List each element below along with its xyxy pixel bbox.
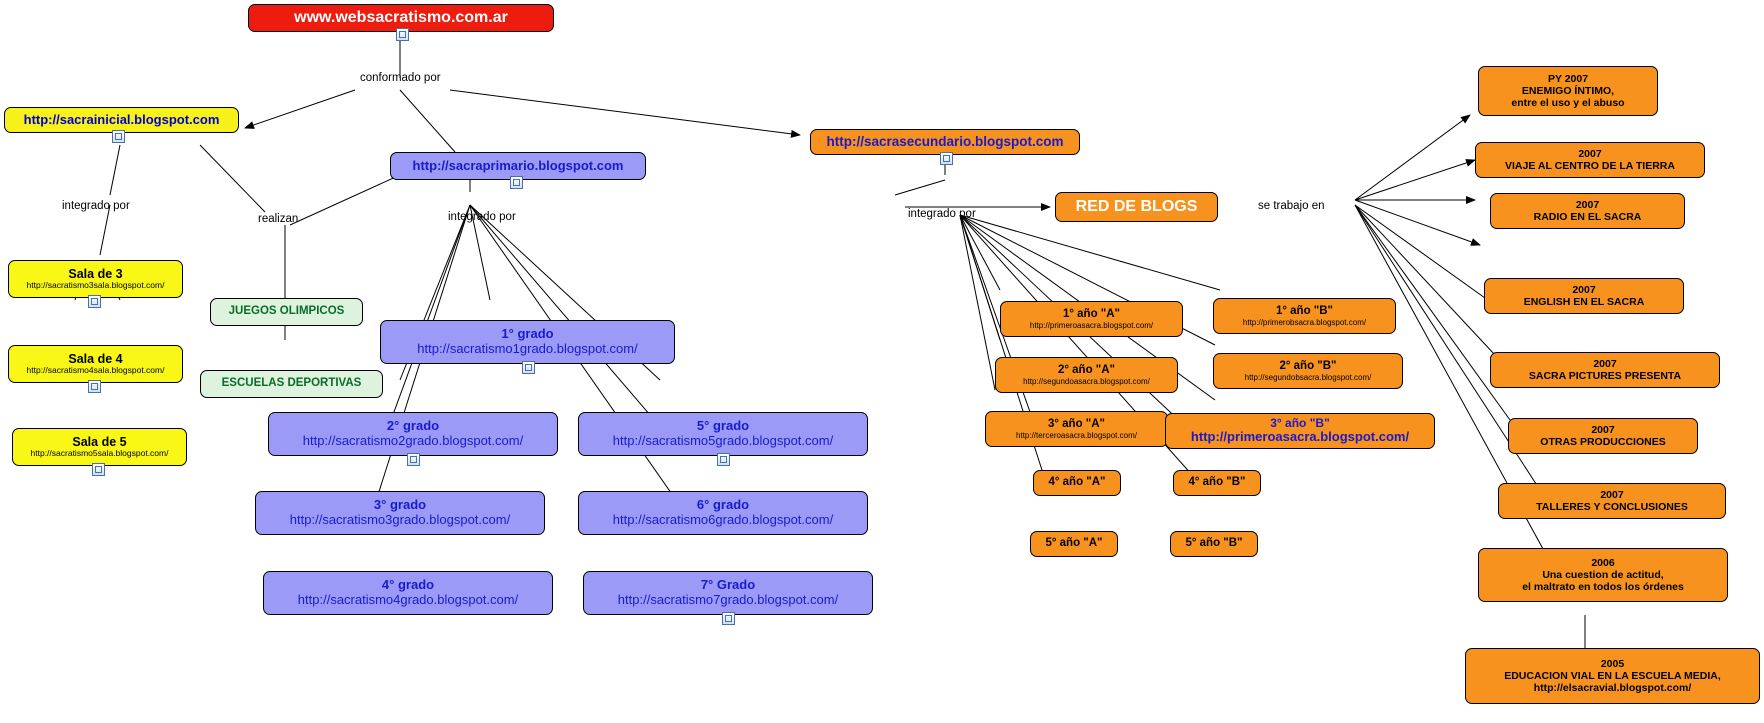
node-anio-4b-title: 4° año "B" <box>1188 476 1246 489</box>
node-grado-7[interactable] <box>583 571 873 615</box>
node-icon[interactable] <box>396 28 409 41</box>
label-se-trabajo-en: se trabajo en <box>1258 200 1325 212</box>
node-proyecto-2007-enemigo-intimo[interactable] <box>1478 66 1658 116</box>
label-integrado-por-secundario: integrado por <box>908 208 976 220</box>
node-proyecto-line2: Una cuestion de actitud, <box>1542 568 1664 581</box>
node-grado-5-url: http://sacratismo5grado.blogspot.com/ <box>612 433 834 448</box>
node-anio-5b[interactable] <box>1170 531 1258 557</box>
node-sala-5-url: http://sacratismo5sala.blogspot.com/ <box>30 448 169 459</box>
node-grado-6-url: http://sacratismo6grado.blogspot.com/ <box>612 512 834 527</box>
node-proyecto-line2: SACRA PICTURES PRESENTA <box>1528 370 1682 382</box>
node-proyecto-otras-producciones[interactable] <box>1508 418 1698 454</box>
node-proyecto-line1: 2006 <box>1591 556 1615 569</box>
node-anio-3b-url: http://primeroasacra.blogspot.com/ <box>1190 429 1410 445</box>
node-icon[interactable] <box>112 130 125 143</box>
node-grado-6[interactable] <box>578 491 868 535</box>
node-sala-4-title: Sala de 4 <box>68 351 123 366</box>
node-proyecto-2005-educacion-vial[interactable] <box>1465 648 1760 704</box>
node-icon[interactable] <box>940 152 953 165</box>
node-sala-4-url: http://sacratismo4sala.blogspot.com/ <box>26 365 165 376</box>
node-sala-4[interactable] <box>8 345 183 383</box>
node-grado-4[interactable] <box>263 571 553 615</box>
node-proyecto-line2: ENGLISH EN EL SACRA <box>1523 296 1645 308</box>
node-icon[interactable] <box>510 176 523 189</box>
node-icon[interactable] <box>717 453 730 466</box>
node-juegos-olimpicos-label: JUEGOS OLIMPICOS <box>228 305 345 318</box>
node-escuelas-deportivas-label: ESCUELAS DEPORTIVAS <box>221 377 362 390</box>
node-grado-5-title: 5° grado <box>696 418 750 434</box>
node-sala-3-title: Sala de 3 <box>68 266 123 281</box>
node-proyecto-english-sacra[interactable] <box>1484 278 1684 314</box>
node-anio-1b-url: http://primerobsacra.blogspot.com/ <box>1242 318 1367 328</box>
label-integrado-por-primario: integrado por <box>448 211 516 223</box>
node-anio-4b[interactable] <box>1173 470 1261 496</box>
node-proyecto-talleres-conclusiones[interactable] <box>1498 483 1726 519</box>
node-red-de-blogs[interactable] <box>1055 192 1218 222</box>
node-anio-3a[interactable] <box>985 411 1168 447</box>
node-proyecto-line2: EDUCACION VIAL EN LA ESCUELA MEDIA, <box>1504 669 1721 682</box>
node-grado-2-url: http://sacratismo2grado.blogspot.com/ <box>302 433 524 448</box>
node-grado-7-url: http://sacratismo7grado.blogspot.com/ <box>617 592 839 607</box>
node-anio-2b[interactable] <box>1213 353 1403 389</box>
node-icon[interactable] <box>88 380 101 393</box>
node-proyecto-line1: 2005 <box>1600 657 1625 670</box>
node-grado-3-url: http://sacratismo3grado.blogspot.com/ <box>289 512 511 527</box>
node-proyecto-line1: PY 2007 <box>1547 72 1589 85</box>
label-conformado-por: conformado por <box>360 72 441 84</box>
node-grado-3-title: 3° grado <box>373 497 427 513</box>
node-proyecto-line1: 2007 <box>1578 147 1602 160</box>
node-proyecto-sacra-pictures[interactable] <box>1490 352 1720 388</box>
node-root-label: www.websacratismo.com.ar <box>294 8 508 26</box>
node-proyecto-line2: VIAJE AL CENTRO DE LA TIERRA <box>1505 160 1675 172</box>
node-proyecto-line2: ENEMIGO ÍNTIMO, <box>1521 84 1615 97</box>
node-icon[interactable] <box>722 612 735 625</box>
node-anio-1a-url: http://primeroasacra.blogspot.com/ <box>1029 321 1154 331</box>
node-anio-5a-title: 5° año "A" <box>1045 537 1103 550</box>
node-escuelas-deportivas[interactable] <box>200 370 383 398</box>
node-proyecto-line1: 2007 <box>1591 423 1615 436</box>
node-grado-7-title: 7° Grado <box>700 577 756 593</box>
node-icon[interactable] <box>522 361 535 374</box>
node-proyecto-line3: el maltrato en todos los órdenes <box>1522 581 1684 594</box>
node-proyecto-line1: 2007 <box>1575 198 1600 211</box>
node-red-de-blogs-label: RED DE BLOGS <box>1075 197 1198 215</box>
node-anio-3a-title: 3° año "A" <box>1047 417 1106 430</box>
node-icon[interactable] <box>407 453 420 466</box>
node-grado-6-title: 6° grado <box>696 497 750 513</box>
node-proyecto-viaje-centro-tierra[interactable] <box>1475 142 1705 178</box>
node-grado-1-url: http://sacratismo1grado.blogspot.com/ <box>417 341 638 356</box>
node-proyecto-line3: http://elsacravial.blogspot.com/ <box>1533 682 1692 695</box>
node-grado-2[interactable] <box>268 412 558 456</box>
node-proyecto-line2: RADIO EN EL SACRA <box>1533 211 1642 223</box>
node-anio-4a[interactable] <box>1033 470 1121 496</box>
label-realizan: realizan <box>258 213 299 225</box>
node-grado-3[interactable] <box>255 491 545 535</box>
node-anio-3b-title: 3° año "B" <box>1270 415 1330 430</box>
node-grado-4-url: http://sacratismo4grado.blogspot.com/ <box>297 592 519 607</box>
node-proyecto-2006-cuestion-actitud[interactable] <box>1478 548 1728 602</box>
node-anio-2a-title: 2° año "A" <box>1057 363 1116 376</box>
node-sacrainicial-label: http://sacrainicial.blogspot.com <box>23 111 220 127</box>
node-anio-1a-title: 1° año "A" <box>1062 307 1121 320</box>
node-proyecto-line3: entre el uso y el abuso <box>1511 97 1625 110</box>
node-sacrasecundario-label: http://sacrasecundario.blogspot.com <box>826 134 1064 150</box>
node-juegos-olimpicos[interactable] <box>210 298 363 326</box>
node-grado-1[interactable] <box>380 320 675 364</box>
node-anio-4a-title: 4° año "A" <box>1048 476 1106 489</box>
node-anio-2b-title: 2° año "B" <box>1279 359 1337 372</box>
node-grado-4-title: 4° grado <box>381 577 435 593</box>
node-anio-5b-title: 5° año "B" <box>1185 537 1243 550</box>
node-grado-5[interactable] <box>578 412 868 456</box>
node-icon[interactable] <box>88 295 101 308</box>
node-sala-3[interactable] <box>8 260 183 298</box>
node-proyecto-line1: 2007 <box>1572 283 1596 296</box>
node-sala-5-title: Sala de 5 <box>72 434 127 449</box>
node-proyecto-line2: OTRAS PRODUCCIONES <box>1540 436 1666 448</box>
node-anio-2b-url: http://segundobsacra.blogspot.com/ <box>1244 373 1372 383</box>
node-proyecto-line2: TALLERES Y CONCLUSIONES <box>1536 501 1688 513</box>
node-sala-5[interactable] <box>12 428 187 466</box>
node-anio-1b[interactable] <box>1213 298 1396 334</box>
label-integrado-por-inicial: integrado por <box>62 200 130 212</box>
node-anio-1a[interactable] <box>1000 301 1183 337</box>
node-anio-2a-url: http://segundoasacra.blogspot.com/ <box>1023 377 1150 387</box>
node-anio-1b-title: 1° año "B" <box>1275 304 1334 317</box>
node-anio-2a[interactable] <box>995 357 1178 393</box>
node-icon[interactable] <box>92 463 105 476</box>
node-sacraprimario-label: http://sacraprimario.blogspot.com <box>412 157 624 173</box>
node-proyecto-line1: 2007 <box>1600 488 1624 501</box>
node-proyecto-line1: 2007 <box>1593 357 1617 370</box>
node-proyecto-radio-sacra[interactable] <box>1490 193 1685 229</box>
node-anio-3a-url: http://terceroasacra.blogspot.com/ <box>1016 431 1137 441</box>
node-grado-2-title: 2° grado <box>386 418 440 434</box>
node-grado-1-title: 1° grado <box>501 326 554 342</box>
node-sala-3-url: http://sacratismo3sala.blogspot.com/ <box>26 280 165 291</box>
node-anio-3b[interactable] <box>1165 413 1435 449</box>
node-anio-5a[interactable] <box>1030 531 1118 557</box>
